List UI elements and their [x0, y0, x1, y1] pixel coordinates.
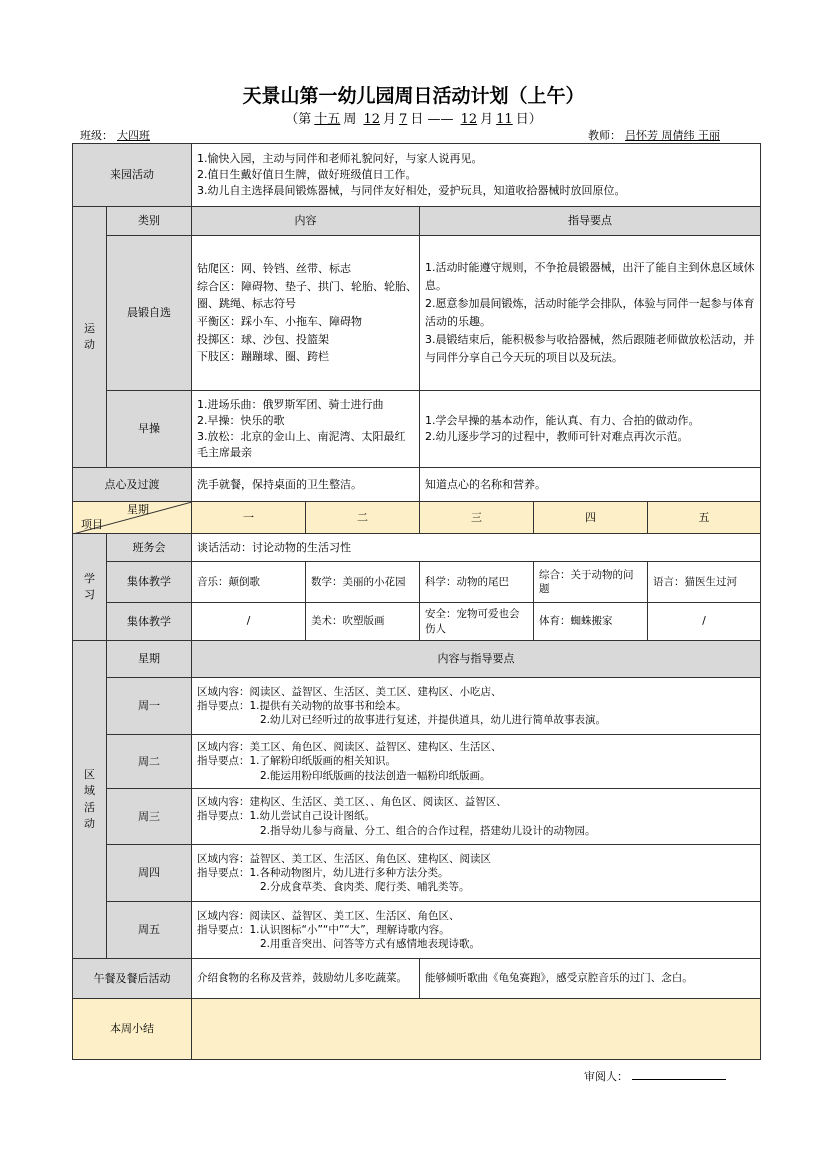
area-day-label: 周二 [107, 735, 192, 789]
lesson-cell: 音乐：颠倒歌 [192, 562, 306, 603]
weekly-plan-table [72, 143, 761, 1060]
col-guidance: 指导要点 [420, 207, 761, 236]
area-day-label: 周三 [107, 789, 192, 845]
class-info [80, 127, 190, 143]
guide-line: 指导要点：1.认识图标“小”“中”“大”，理解诗歌内容。 [197, 923, 450, 936]
morning-drill-label: 早操 [107, 391, 192, 468]
morning-exercise-content [192, 236, 420, 391]
content-line: 投掷区：球、沙包、投篮架 [197, 332, 329, 346]
weekday-3: 三 [420, 502, 534, 534]
group-teaching-label: 集体教学 [107, 603, 192, 641]
group-teaching-row-2 [73, 603, 761, 641]
lesson-cell: 体育：蜘蛛搬家 [534, 603, 648, 641]
class-meeting-label: 班务会 [107, 534, 192, 562]
guide-line: 指导要点：1.提供有关动物的故事书和绘本。 [197, 699, 407, 712]
area-day-content [192, 789, 761, 845]
area-day-row [73, 678, 761, 735]
area-line: 区域内容：益智区、美工区、生活区、角色区、建构区、阅读区 [197, 852, 491, 865]
col-content: 内容 [192, 207, 420, 236]
weekday-2: 二 [306, 502, 420, 534]
group-teaching-label: 集体教学 [107, 562, 192, 603]
guide-line: 2.指导幼儿参与商量、分工、组合的合作过程，搭建幼儿设计的动物园。 [260, 824, 596, 837]
area-day-label: 周四 [107, 845, 192, 902]
start-day: 7 [399, 112, 408, 127]
arrival-content [192, 144, 761, 207]
lesson-cell: 科学：动物的尾巴 [420, 562, 534, 603]
guidance-line: 1.学会早操的基本动作，能认真、有力、合拍的做动作。 [425, 414, 700, 428]
summary-row [73, 999, 761, 1060]
content-line: 1.进场乐曲：俄罗斯军团、骑士进行曲 [197, 398, 384, 412]
arrival-line: 3.幼儿自主选择晨间锻炼器械，与同伴友好相处，爱护玩具，知道收拾器械时放回原位。 [197, 183, 626, 197]
col-category: 类别 [107, 207, 192, 236]
weekday-4: 四 [534, 502, 648, 534]
area-col-weekday: 星期 [107, 641, 192, 678]
content-line: 2.早操：快乐的歌 [197, 414, 285, 428]
lesson-cell: 语言：猫医生过河 [648, 562, 761, 603]
snack-row [73, 468, 761, 502]
area-day-row [73, 902, 761, 959]
content-line: 平衡区：踩小车、小拖车、障碍物 [197, 315, 362, 328]
weekday-5: 五 [648, 502, 761, 534]
lesson-cell: / [192, 603, 306, 641]
morning-drill-guidance [420, 391, 761, 468]
arrival-line: 1.愉快入园，主动与同伴和老师礼貌问好，与家人说再见。 [197, 152, 483, 166]
guide-line: 指导要点：1.了解粉印纸版画的相关知识。 [197, 755, 397, 768]
class-value: 大四班 [117, 129, 150, 142]
end-day: 11 [496, 112, 513, 127]
reviewer-label: 审阅人： [584, 1070, 628, 1083]
day-word-2: 日） [515, 112, 542, 127]
guide-line: 2.能运用粉印纸版画的技法创造一幅粉印纸版画。 [260, 769, 491, 782]
lesson-cell: 安全：宠物可爱也会伤人 [420, 603, 534, 641]
sports-header-row [73, 207, 761, 236]
area-col-content: 内容与指导要点 [192, 641, 761, 678]
area-line: 区域内容：建构区、生活区、美工区、、角色区、阅读区、益智区、 [197, 796, 507, 809]
area-day-label: 周一 [107, 678, 192, 735]
area-line: 区域内容：美工区、角色区、阅读区、益智区、建构区、生活区、 [197, 741, 502, 754]
start-month: 12 [363, 112, 381, 127]
week-date-range [0, 108, 827, 127]
area-label: 区 域 活 动 [73, 641, 107, 959]
lunch-row [73, 959, 761, 999]
guide-line: 2.用重音突出、问答等方式有感情地表现诗歌。 [260, 938, 481, 951]
class-label: 班级： [80, 129, 113, 142]
arrival-label: 来园活动 [73, 144, 192, 207]
area-line: 区域内容：阅读区、益智区、生活区、美工区、建构区、小吃店、 [197, 685, 502, 698]
content-line: 3.放松：北京的金山上、南泥湾、太阳最红毛主席最亲 [197, 430, 406, 459]
snack-content: 洗手就餐，保持桌面的卫生整洁。 [192, 468, 420, 502]
guidance-line: 1.活动时能遵守规则，不争抢晨锻器械，出汗了能自主到休息区域休息。 [425, 260, 755, 292]
area-day-content [192, 678, 761, 735]
week-prefix: （第 [285, 112, 312, 127]
class-meeting-content: 谈话活动：讨论动物的生活习性 [192, 534, 761, 562]
area-day-row [73, 735, 761, 789]
weekday-1: 一 [192, 502, 306, 534]
morning-exercise-guidance [420, 236, 761, 391]
lesson-cell: 数学：美丽的小花园 [306, 562, 420, 603]
lunch-content: 介绍食物的名称及营养，鼓励幼儿多吃蔬菜。 [192, 959, 420, 999]
weekday-label: 星期 [127, 503, 149, 516]
lesson-cell: 美术：吹塑版画 [306, 603, 420, 641]
teacher-label: 教师： [588, 129, 621, 142]
summary-label: 本周小结 [73, 999, 192, 1060]
group-teaching-row-1 [73, 562, 761, 603]
area-line: 区域内容：阅读区、益智区、美工区、生活区、角色区、 [197, 909, 460, 922]
content-line: 下肢区：蹦蹦球、圈、跨栏 [197, 350, 329, 364]
study-label: 学 习 [73, 534, 107, 641]
day-word-1: 日 —— [410, 112, 454, 127]
teacher-value: 吕怀芳 周倩纬 王丽 [625, 129, 720, 142]
area-day-content [192, 902, 761, 959]
teacher-info [588, 127, 724, 143]
content-line: 圈、跳绳、标志符号 [197, 297, 296, 311]
arrival-line: 2.值日生戴好值日生牌，做好班级值日工作。 [197, 168, 417, 182]
area-day-content [192, 735, 761, 789]
sports-label: 运 动 [73, 207, 107, 468]
page-title: 天景山第一幼儿园周日活动计划（上午） [242, 85, 585, 107]
lesson-cell: / [648, 603, 761, 641]
item-label: 项目 [81, 518, 103, 532]
weekday-item-corner [73, 502, 192, 534]
area-day-content [192, 845, 761, 902]
arrival-row [73, 144, 761, 207]
end-month: 12 [460, 112, 478, 127]
week-word: 周 [343, 112, 357, 127]
morning-exercise-row [73, 236, 761, 391]
class-meeting-row [73, 534, 761, 562]
guidance-line: 2.愿意参加晨间锻炼，活动时能学会排队，体验与同伴一起参与体育活动的乐趣。 [425, 296, 755, 328]
reviewer-signature [584, 1068, 726, 1084]
guide-line: 指导要点：1.各种动物图片，幼儿进行多种方法分类。 [197, 866, 449, 879]
reviewer-signature-line [632, 1069, 726, 1080]
lunch-label: 午餐及餐后活动 [73, 959, 192, 999]
content-line: 综合区：障碍物、垫子、拱门、轮胎、轮胎、 [197, 279, 417, 293]
month-word-1: 月 [383, 112, 397, 127]
area-day-row [73, 789, 761, 845]
area-day-row [73, 845, 761, 902]
guide-line: 2.幼儿对已经听过的故事进行复述，并提供道具，幼儿进行简单故事表演。 [260, 714, 607, 727]
guide-line: 2.分成食草类、食肉类、爬行类、哺乳类等。 [260, 881, 470, 894]
snack-guidance: 知道点心的名称和营养。 [420, 468, 761, 502]
week-number: 十五 [314, 112, 341, 127]
morning-drill-row [73, 391, 761, 468]
guidance-line: 2.幼儿逐步学习的过程中，教师可针对难点再次示范。 [425, 430, 689, 443]
guidance-line: 3.晨锻结束后，能积极参与收拾器械，然后跟随老师做放松活动，并与同伴分享自己今天玩的项目以及玩法。 [425, 333, 755, 365]
morning-drill-content [192, 391, 420, 468]
month-word-2: 月 [480, 112, 494, 127]
weekday-header-row [73, 502, 761, 534]
area-header-row [73, 641, 761, 678]
area-day-label: 周五 [107, 902, 192, 959]
guide-line: 指导要点：1.幼儿尝试自己设计图纸。 [197, 810, 376, 823]
morning-exercise-label: 晨锻自选 [107, 236, 192, 391]
summary-content [192, 999, 761, 1060]
lunch-guidance: 能够倾听歌曲《龟兔赛跑》，感受京腔音乐的过门、念白。 [420, 959, 761, 999]
snack-label: 点心及过渡 [73, 468, 192, 502]
content-line: 钻爬区：网、铃铛、丝带、标志 [197, 262, 351, 276]
lesson-cell: 综合：关于动物的问题 [534, 562, 648, 603]
